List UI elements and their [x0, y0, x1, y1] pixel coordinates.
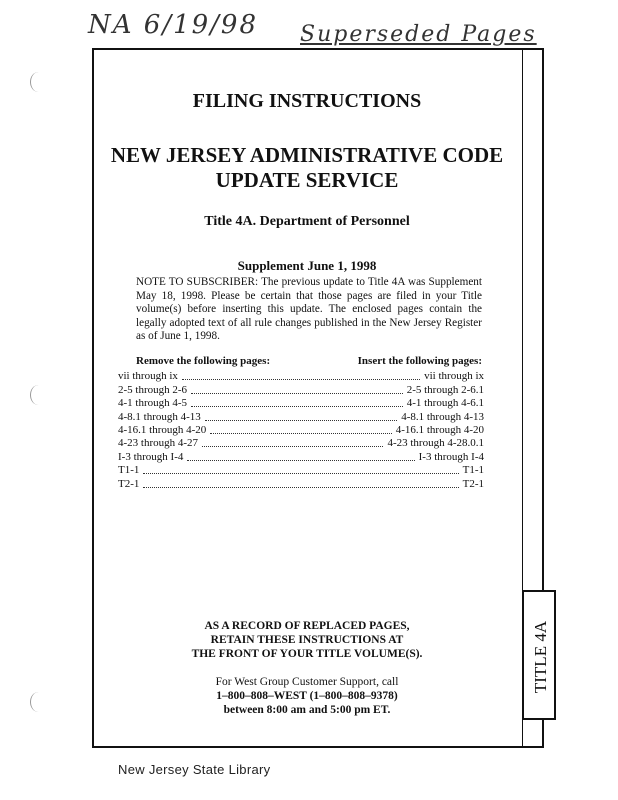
remove-header: Remove the following pages: [136, 355, 271, 367]
insert-pages: 4-8.1 through 4-13 [401, 410, 484, 423]
insert-pages: I-3 through I-4 [418, 450, 484, 463]
title-department: Title 4A. Department of Personnel [204, 214, 410, 229]
record-notice-line1: AS A RECORD OF REPLACED PAGES, [204, 620, 410, 632]
dot-leader [182, 368, 420, 380]
remove-pages: 4-8.1 through 4-13 [118, 410, 201, 423]
dot-leader [143, 462, 458, 474]
remove-pages: T1-1 [118, 464, 140, 477]
remove-pages: vii through ix [118, 370, 178, 383]
support-hours: between 8:00 am and 5:00 pm ET. [223, 704, 391, 716]
table-row [118, 476, 484, 489]
table-row [118, 449, 484, 462]
title-tab-label: TITLE 4A [531, 620, 550, 694]
title-tab [522, 590, 556, 720]
remove-pages: 4-1 through 4-5 [118, 397, 188, 410]
handwritten-superseded-note: Superseded Pages [300, 22, 537, 47]
dot-leader [205, 409, 397, 421]
library-stamp: New Jersey State Library [118, 762, 271, 777]
remove-pages: I-3 through I-4 [118, 450, 184, 463]
dot-leader [202, 435, 383, 447]
pages-table [118, 369, 484, 490]
insert-pages: 2-5 through 2-6.1 [406, 383, 484, 396]
insert-pages: vii through ix [424, 370, 484, 383]
table-row [118, 463, 484, 476]
note-to-subscriber: NOTE TO SUBSCRIBER: The previous update to Title 4A was Supplement May 18, 1998. Please be certain that those pages are filed in your Title volume(s) before inserting this update. The enclosed pages contain the legally adopted text of all rule changes published in the New Jersey Register as of June 1, 1998. [136, 276, 482, 343]
dot-leader [191, 382, 403, 394]
table-row [118, 382, 484, 395]
dot-leader [143, 476, 458, 488]
table-row [118, 436, 484, 449]
supplement-date: Supplement June 1, 1998 [237, 258, 377, 273]
record-notice-line2: RETAIN THESE INSTRUCTIONS AT [210, 634, 404, 646]
pages-table-header [136, 355, 482, 367]
table-row [118, 369, 484, 382]
remove-pages: 2-5 through 2-6 [118, 383, 188, 396]
punch-hole-middle [30, 385, 47, 405]
dot-leader [210, 422, 391, 434]
table-row [118, 423, 484, 436]
remove-pages: 4-16.1 through 4-20 [118, 423, 207, 436]
dot-leader [187, 449, 414, 461]
insert-pages: T1-1 [462, 464, 484, 477]
punch-hole-bottom [30, 692, 47, 712]
code-title-line2: UPDATE SERVICE [215, 168, 399, 192]
insert-pages: T2-1 [462, 477, 484, 490]
insert-pages: 4-16.1 through 4-20 [395, 423, 484, 436]
remove-pages: 4-23 through 4-27 [118, 437, 199, 450]
code-title-line1: NEW JERSEY ADMINISTRATIVE CODE [110, 143, 504, 167]
insert-pages: 4-23 through 4-28.0.1 [387, 437, 484, 450]
insert-header: Insert the following pages: [357, 355, 482, 367]
insert-pages: 4-1 through 4-6.1 [406, 397, 484, 410]
table-row [118, 396, 484, 409]
remove-pages: T2-1 [118, 477, 140, 490]
table-row [118, 409, 484, 422]
handwritten-date-note: NA 6/19/98 [88, 10, 259, 40]
record-notice-line3: THE FRONT OF YOUR TITLE VOLUME(S). [191, 648, 423, 660]
support-phone: 1–800–808–WEST (1–800–808–9378) [216, 690, 398, 702]
punch-hole-top [30, 72, 47, 92]
filing-instructions-title: FILING INSTRUCTIONS [192, 90, 422, 112]
support-line1: For West Group Customer Support, call [215, 676, 399, 688]
dot-leader [191, 395, 403, 407]
